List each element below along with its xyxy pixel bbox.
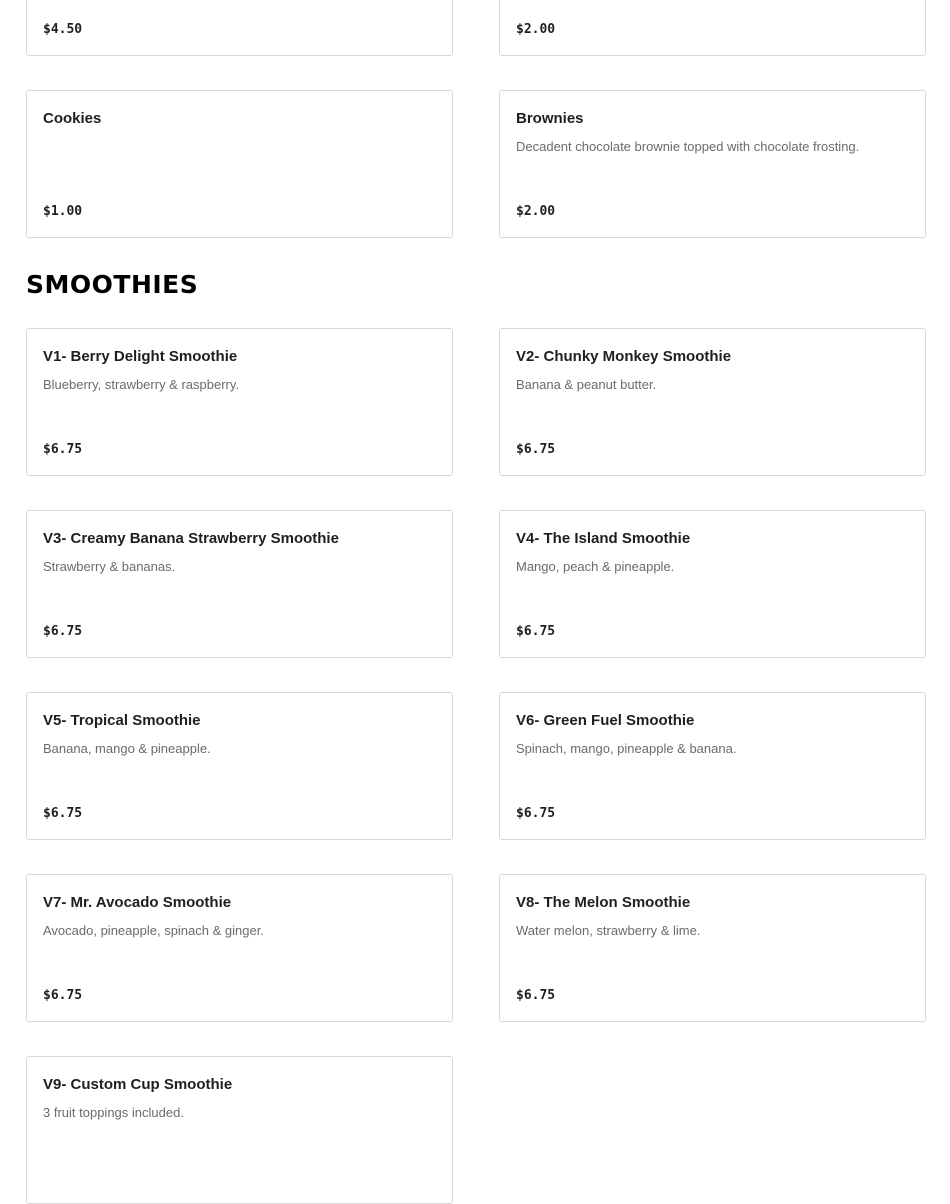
item-name: V7- Mr. Avocado Smoothie bbox=[43, 894, 232, 911]
menu-item-card-v5[interactable] bbox=[26, 692, 453, 840]
menu-item-card-v1[interactable] bbox=[26, 328, 453, 476]
item-name: V5- Tropical Smoothie bbox=[43, 712, 201, 729]
item-price: $1.00 bbox=[43, 204, 83, 219]
item-name: V1- Berry Delight Smoothie bbox=[43, 348, 238, 365]
item-name: V3- Creamy Banana Strawberry Smoothie bbox=[43, 530, 339, 547]
menu-item-card-v8[interactable] bbox=[499, 874, 926, 1022]
menu-item-card-v7[interactable] bbox=[26, 874, 453, 1022]
item-description: Avocado, pineapple, spinach & ginger. bbox=[43, 923, 264, 938]
menu-item-card-v4[interactable] bbox=[499, 510, 926, 658]
item-name: V4- The Island Smoothie bbox=[516, 530, 691, 547]
menu-item-card-v9[interactable] bbox=[26, 1056, 453, 1204]
item-price: $6.75 bbox=[43, 988, 83, 1003]
item-description: Banana & peanut butter. bbox=[516, 377, 657, 392]
item-name: V8- The Melon Smoothie bbox=[516, 894, 691, 911]
menu-item-card-v6[interactable] bbox=[499, 692, 926, 840]
item-name: Brownies bbox=[516, 110, 584, 127]
menu-item-card[interactable] bbox=[26, 0, 453, 56]
item-price: $6.75 bbox=[516, 988, 556, 1003]
item-name: V2- Chunky Monkey Smoothie bbox=[516, 348, 732, 365]
item-description: Blueberry, strawberry & raspberry. bbox=[43, 377, 240, 392]
item-price: $4.50 bbox=[43, 22, 83, 37]
item-price: $6.75 bbox=[43, 442, 83, 457]
menu-item-card-brownies[interactable] bbox=[499, 90, 926, 238]
item-description: Mango, peach & pineapple. bbox=[516, 559, 675, 574]
item-price: $6.75 bbox=[516, 442, 556, 457]
item-name: V9- Custom Cup Smoothie bbox=[43, 1076, 233, 1093]
item-price: $2.00 bbox=[516, 22, 556, 37]
item-description: Water melon, strawberry & lime. bbox=[516, 923, 701, 938]
item-description: Strawberry & bananas. bbox=[43, 559, 176, 574]
menu-item-card[interactable] bbox=[499, 0, 926, 56]
item-description: 3 fruit toppings included. bbox=[43, 1105, 184, 1120]
item-description: Spinach, mango, pineapple & banana. bbox=[516, 741, 737, 756]
menu-item-card-v2[interactable] bbox=[499, 328, 926, 476]
item-price: $6.75 bbox=[516, 806, 556, 821]
section-title-smoothies: SMOOTHIES bbox=[26, 270, 199, 299]
item-price: $6.75 bbox=[43, 624, 83, 639]
item-price: $2.00 bbox=[516, 204, 556, 219]
menu-item-card-v3[interactable] bbox=[26, 510, 453, 658]
item-description: Decadent chocolate brownie topped with chocolate frosting. bbox=[516, 139, 860, 154]
item-name: V6- Green Fuel Smoothie bbox=[516, 712, 695, 729]
item-price: $6.75 bbox=[516, 624, 556, 639]
item-price: $6.75 bbox=[43, 806, 83, 821]
menu-item-card-cookies[interactable] bbox=[26, 90, 453, 238]
item-name: Cookies bbox=[43, 110, 102, 127]
item-description: Banana, mango & pineapple. bbox=[43, 741, 211, 756]
